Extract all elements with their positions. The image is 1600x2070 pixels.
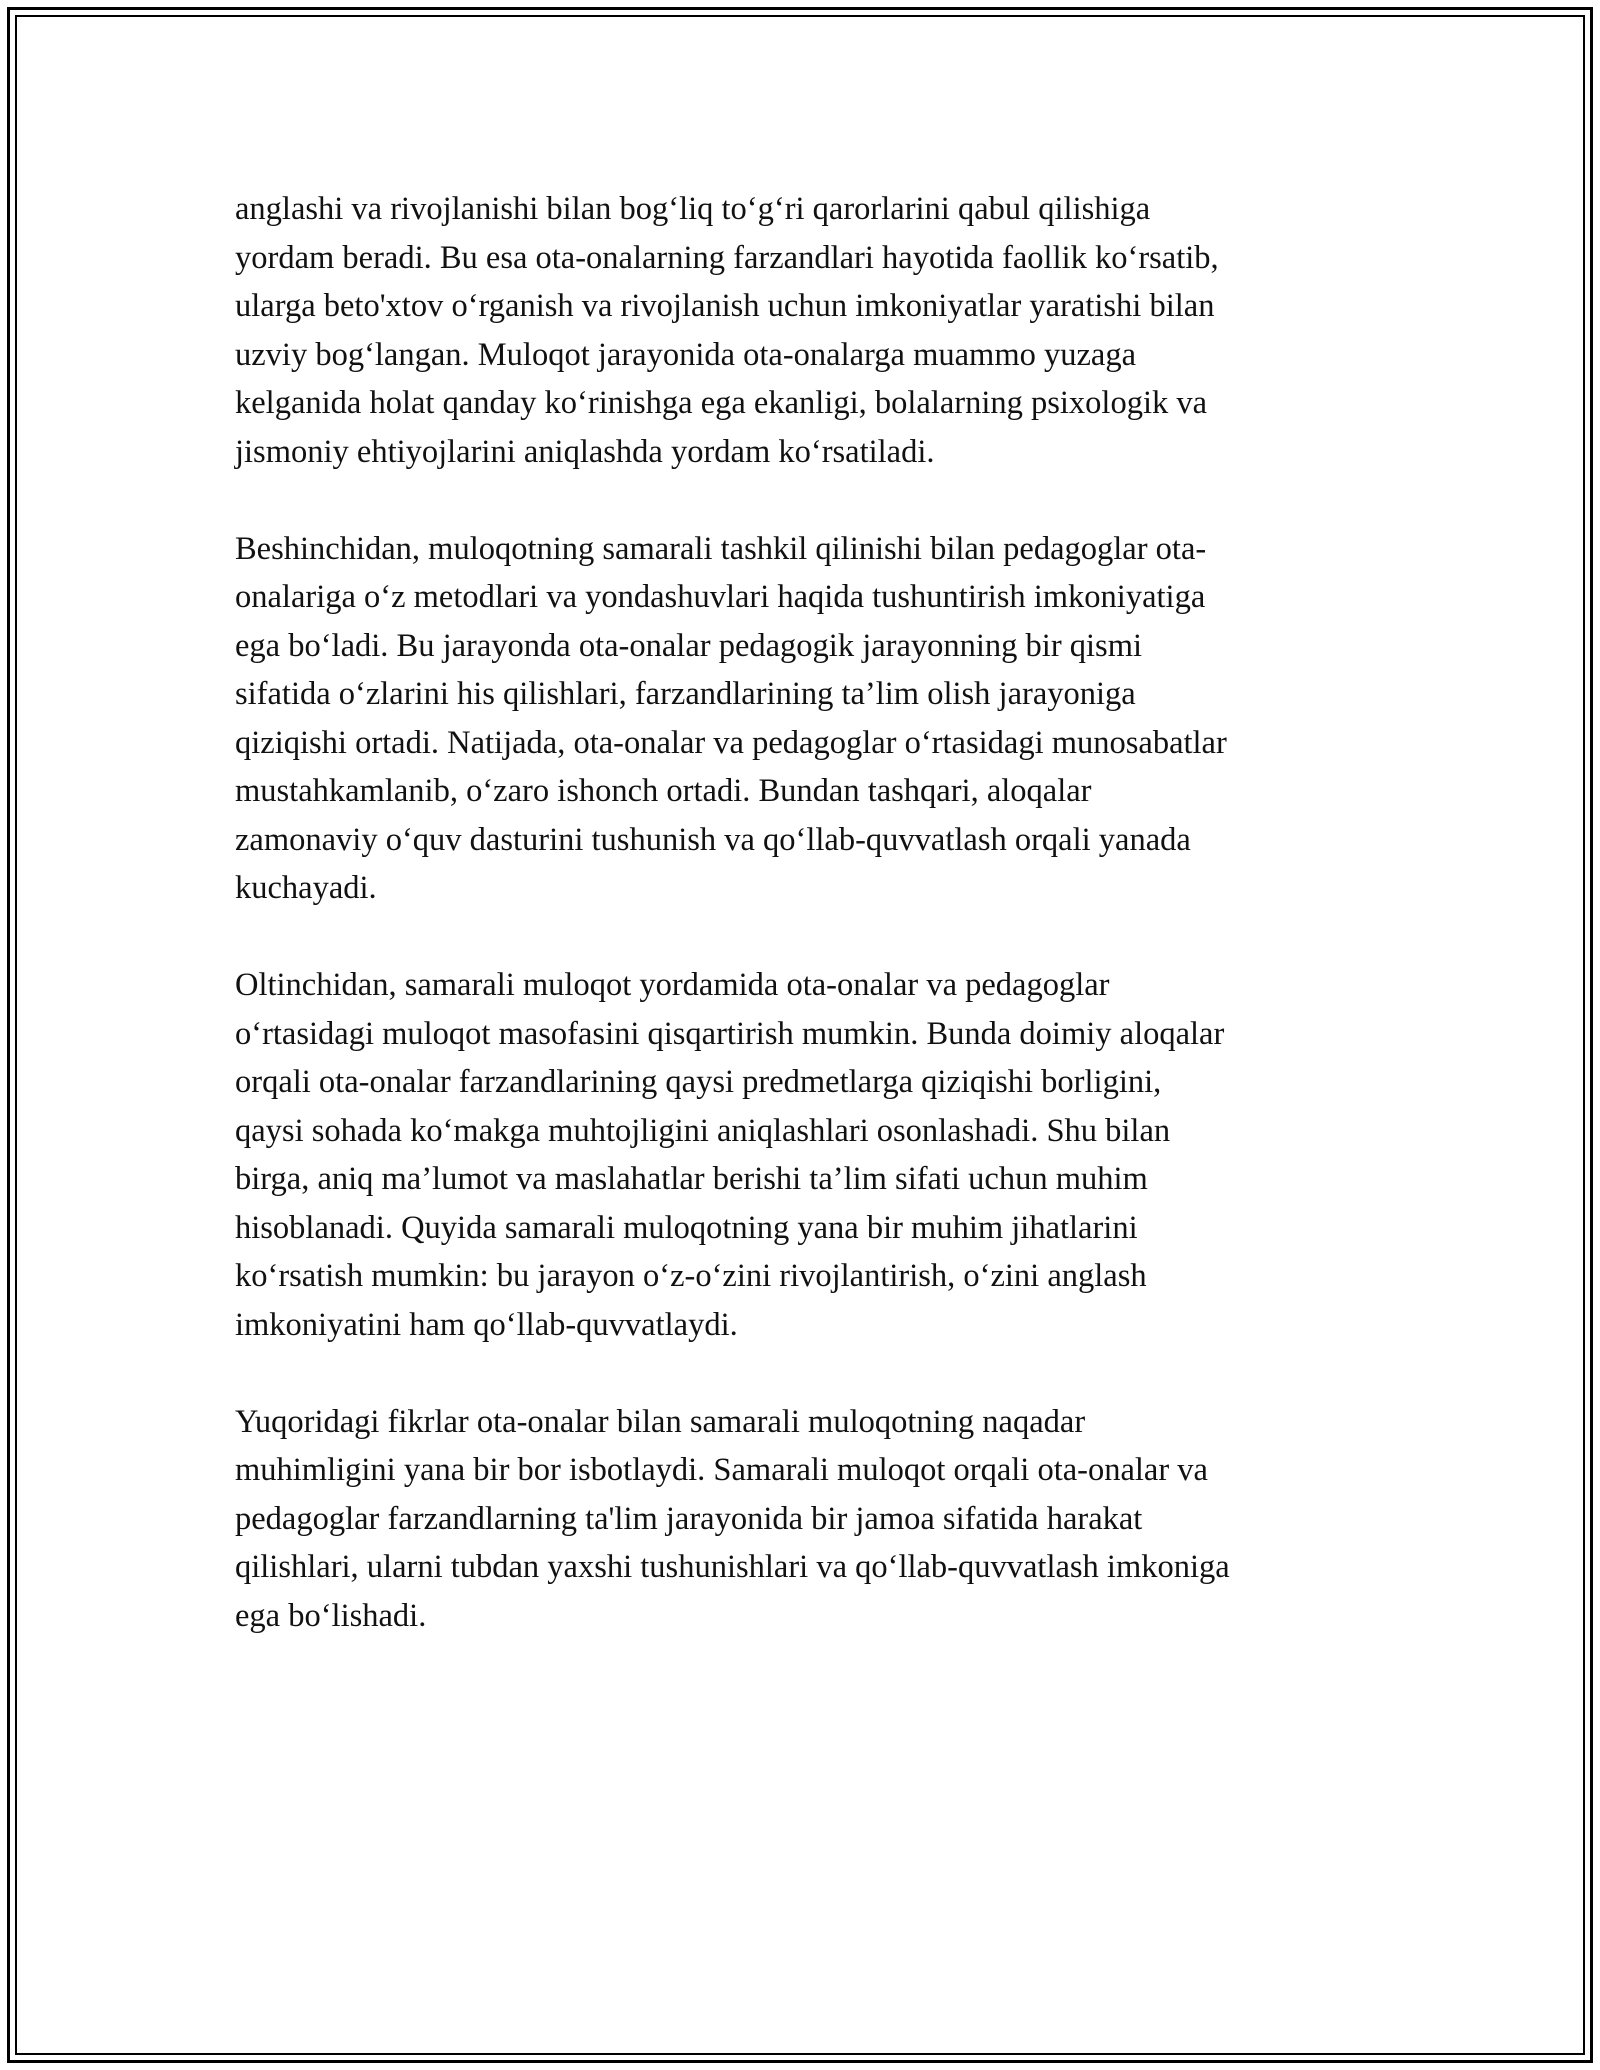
text-line: mustahkamlanib, o‘zaro ishonch ortadi. Bundan tashqari, aloqalar	[235, 773, 1092, 809]
text-line: pedagoglar farzandlarning ta'lim jarayonida bir jamoa sifatida harakat	[235, 1500, 1143, 1537]
text-line: ega bo‘lishadi.	[235, 1597, 427, 1634]
text-line: yordam beradi. Bu esa ota-onalarning farzandlari hayotida faollik ko‘rsatib,	[235, 239, 1219, 276]
text-line: qaysi sohada ko‘makga muhtojligini aniqlashlari osonlashadi. Shu bilan	[235, 1112, 1171, 1149]
text-line: imkoniyatini ham qo‘llab-quvvatlaydi.	[235, 1306, 738, 1343]
text-line: kelganida holat qanday ko‘rinishga ega ekanligi, bolalarning psixologik va	[235, 385, 1208, 421]
paragraph-2	[235, 525, 1375, 913]
text-line: muhimligini yana bir bor isbotlaydi. Samarali muloqot orqali ota-onalar va	[235, 1452, 1208, 1488]
text-line: Beshinchidan, muloqotning samarali tashkil qilinishi bilan pedagoglar ota-	[235, 530, 1207, 567]
paragraph-1	[235, 185, 1375, 476]
text-line: o‘rtasidagi muloqot masofasini qisqartirish mumkin. Bunda doimiy aloqalar	[235, 1015, 1225, 1052]
text-line: ega bo‘ladi. Bu jarayonda ota-onalar pedagogik jarayonning bir qismi	[235, 627, 1143, 664]
text-line: qilishlari, ularni tubdan yaxshi tushunishlari va qo‘llab-quvvatlash imkoniga	[235, 1549, 1230, 1585]
text-line: uzviy bog‘langan. Muloqot jarayonida ota-onalarga muammo yuzaga	[235, 336, 1137, 373]
text-line: anglashi va rivojlanishi bilan bog‘liq to‘g‘ri qarorlarini qabul qilishiga	[235, 191, 1151, 227]
text-line: ularga beto'xtov o‘rganish va rivojlanish uchun imkoniyatlar yaratishi bilan	[235, 288, 1215, 324]
text-line: Yuqoridagi fikrlar ota-onalar bilan samarali muloqotning naqadar	[235, 1403, 1086, 1440]
text-line: Oltinchidan, samarali muloqot yordamida ota-onalar va pedagoglar	[235, 967, 1110, 1003]
text-line: zamonaviy o‘quv dasturini tushunish va qo‘llab-quvvatlash orqali yanada	[235, 821, 1191, 858]
text-line: sifatida o‘zlarini his qilishlari, farzandlarining ta’lim olish jarayoniga	[235, 676, 1136, 712]
text-line: jismoniy ehtiyojlarini aniqlashda yordam ko‘rsatiladi.	[235, 433, 935, 470]
text-line: qiziqishi ortadi. Natijada, ota-onalar va pedagoglar o‘rtasidagi munosabatlar	[235, 724, 1227, 761]
paragraph-4	[235, 1398, 1375, 1641]
document-body	[235, 185, 1375, 1640]
text-line: kuchayadi.	[235, 870, 377, 906]
text-line: hisoblanadi. Quyida samarali muloqotning yana bir muhim jihatlarini	[235, 1209, 1138, 1246]
text-line: ko‘rsatish mumkin: bu jarayon o‘z-o‘zini rivojlantirish, o‘zini anglash	[235, 1258, 1147, 1294]
text-line: onalariga o‘z metodlari va yondashuvlari haqida tushuntirish imkoniyatiga	[235, 579, 1206, 615]
text-line: orqali ota-onalar farzandlarining qaysi predmetlarga qiziqishi borligini,	[235, 1064, 1162, 1100]
text-line: birga, aniq ma’lumot va maslahatlar berishi ta’lim sifati uchun muhim	[235, 1161, 1148, 1197]
paragraph-3	[235, 961, 1375, 1349]
